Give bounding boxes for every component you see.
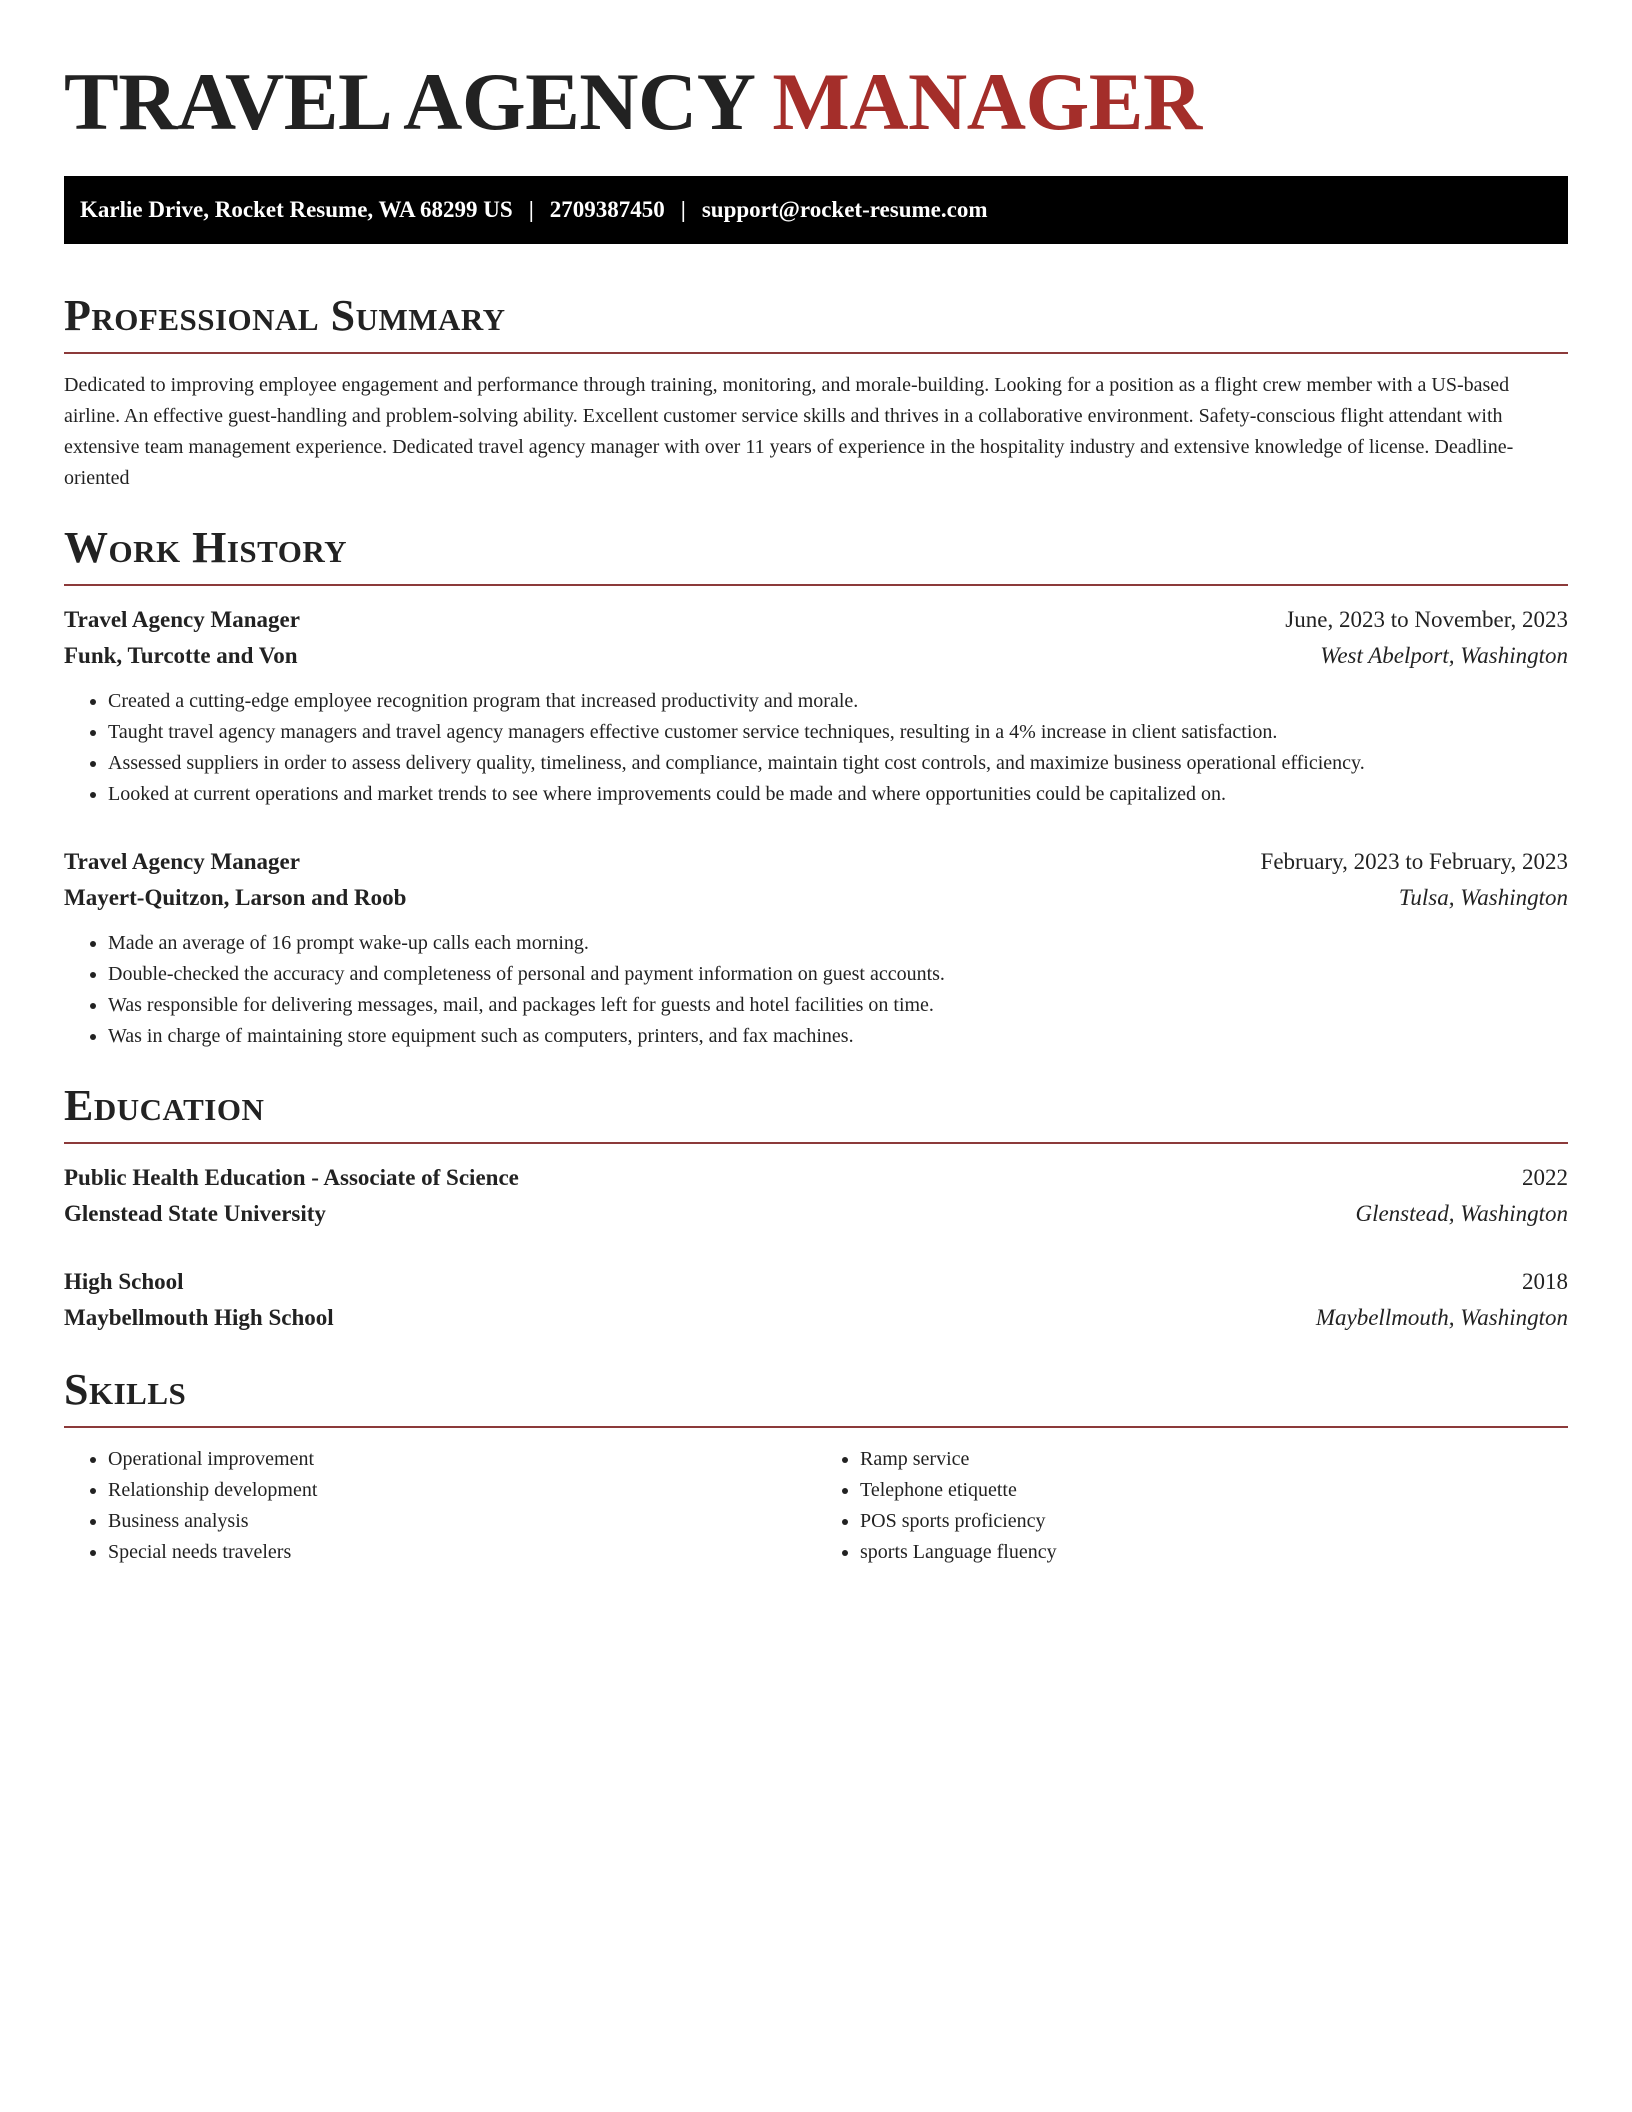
job-company: Mayert-Quitzon, Larson and Roob [64, 885, 407, 910]
section-title-work: Work History [64, 523, 348, 572]
education-location: Maybellmouth, Washington [1315, 1305, 1568, 1330]
education-location: Glenstead, Washington [1355, 1201, 1568, 1226]
section-divider [64, 584, 1568, 586]
list-item: • POS sports proficiency [860, 1506, 1568, 1537]
list-item: • Special needs travelers [108, 1537, 816, 1568]
list-item: • Relationship development [108, 1475, 816, 1506]
section-divider [64, 1426, 1568, 1428]
job-bullet-list [64, 686, 1568, 810]
education-year: 2022 [1522, 1165, 1568, 1190]
summary-text: Dedicated to improving employee engagement and performance through training, monitoring, and morale-building. Looking for a position as a flight crew member with a US-based airline. An effective guest-handling and problem-solving ability. Excellent customer service skills and thrives in a collaborative environment. Safety-conscious flight attendant with extensive team management experience. Dedicated travel agency manager with over 11 years of experience in the hospitality industry and extensive knowledge of license. Deadline-oriented [64, 374, 1514, 489]
section-divider [64, 1142, 1568, 1144]
section-title-summary: Professional Summary [64, 291, 506, 340]
list-item: • Looked at current operations and market trends to see where improvements could be made and where opportunities could be capitalized on. [108, 779, 1568, 810]
job-position: Travel Agency Manager [64, 849, 300, 874]
contact-separator: | [528, 197, 534, 222]
job-header-row [64, 844, 1568, 880]
education-degree: High School [64, 1269, 184, 1294]
job-entry [64, 844, 1568, 1052]
education-school: Maybellmouth High School [64, 1305, 334, 1330]
education-header-row [64, 1160, 1568, 1196]
education-header-row [64, 1264, 1568, 1300]
education-degree: Public Health Education - Associate of Science [64, 1165, 519, 1190]
list-item: • Taught travel agency managers and travel agency managers effective customer service techniques, resulting in a 4% increase in client satisfaction. [108, 717, 1568, 748]
contact-phone: 2709387450 [549, 197, 665, 222]
skills-column-left [64, 1444, 816, 1568]
job-header-row [64, 602, 1568, 638]
section-title-education: Education [64, 1081, 265, 1130]
education-entry [64, 1264, 1568, 1336]
list-item: • Ramp service [860, 1444, 1568, 1475]
job-company-row [64, 880, 1568, 916]
job-location: West Abelport, Washington [1320, 643, 1568, 668]
contact-email: support@rocket-resume.com [701, 197, 988, 222]
job-bullet-list [64, 928, 1568, 1052]
list-item: • Created a cutting-edge employee recognition program that increased productivity and morale. [108, 686, 1568, 717]
job-entry [64, 602, 1568, 810]
job-dates: February, 2023 to February, 2023 [1260, 849, 1568, 874]
education-school-row [64, 1196, 1568, 1232]
list-item: • Was in charge of maintaining store equipment such as computers, printers, and fax machines. [108, 1021, 1568, 1052]
section-divider [64, 352, 1568, 354]
list-item: • Double-checked the accuracy and completeness of personal and payment information on guest accounts. [108, 959, 1568, 990]
contact-separator: | [680, 197, 686, 222]
education-entry [64, 1160, 1568, 1232]
contact-bar [64, 176, 1568, 244]
resume-name-heading [64, 52, 1568, 152]
job-location: Tulsa, Washington [1398, 885, 1568, 910]
list-item: • Assessed suppliers in order to assess delivery quality, timeliness, and compliance, maintain tight cost controls, and maximize business operational efficiency. [108, 748, 1568, 779]
section-title-skills: Skills [64, 1365, 187, 1414]
skills-column-right [816, 1444, 1568, 1568]
skills-grid [64, 1444, 1568, 1568]
job-company-row [64, 638, 1568, 674]
name-accent: MANAGER [772, 56, 1202, 147]
education-school-row [64, 1300, 1568, 1336]
name-main: TRAVEL AGENCY [64, 56, 753, 147]
work-history-section [64, 520, 1568, 1052]
education-school: Glenstead State University [64, 1201, 326, 1226]
professional-summary-section [64, 288, 1568, 494]
list-item: • Business analysis [108, 1506, 816, 1537]
job-dates: June, 2023 to November, 2023 [1285, 607, 1568, 632]
contact-address: Karlie Drive, Rocket Resume, WA 68299 US [80, 197, 513, 222]
job-position: Travel Agency Manager [64, 607, 300, 632]
skills-section [64, 1362, 1568, 1568]
list-item: • Telephone etiquette [860, 1475, 1568, 1506]
list-item: • Made an average of 16 prompt wake-up calls each morning. [108, 928, 1568, 959]
education-year: 2018 [1522, 1269, 1568, 1294]
list-item: • Operational improvement [108, 1444, 816, 1475]
job-company: Funk, Turcotte and Von [64, 643, 298, 668]
list-item: • sports Language fluency [860, 1537, 1568, 1568]
education-section [64, 1078, 1568, 1336]
list-item: • Was responsible for delivering messages, mail, and packages left for guests and hotel facilities on time. [108, 990, 1568, 1021]
